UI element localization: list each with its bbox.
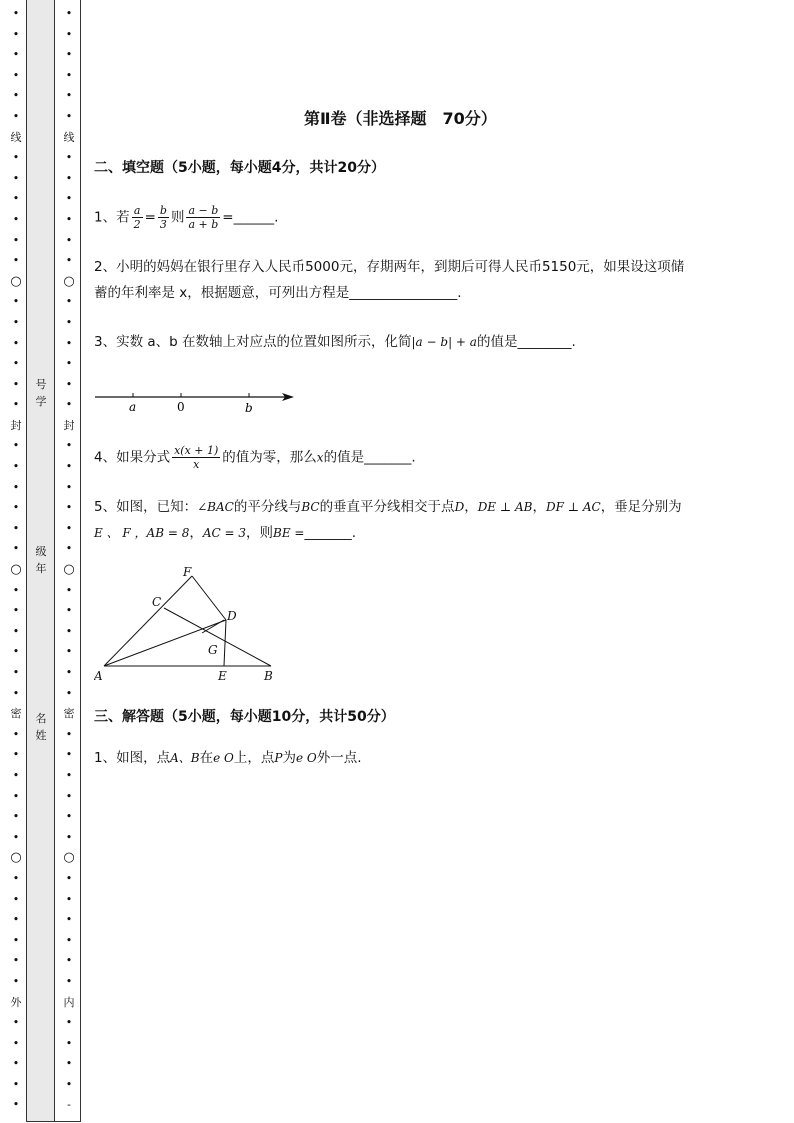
seal-mark: 外 <box>10 995 22 1009</box>
gutter-bottom-rule <box>26 1121 81 1122</box>
seal-mark: • <box>65 212 73 226</box>
period: . <box>457 285 462 301</box>
q-text: ，则 <box>246 525 274 541</box>
q-text: 在 <box>199 750 214 766</box>
q-text: ，垂足分别为 <box>600 499 682 515</box>
numerator: a <box>132 204 143 218</box>
q-text: 5、如图，已知： <box>94 499 198 515</box>
seal-mark: • <box>65 830 73 844</box>
grade-field <box>33 543 49 577</box>
margin-rule <box>80 0 81 1122</box>
q-text: 上，点 <box>233 750 275 766</box>
seal-mark: • <box>65 48 73 62</box>
fraction <box>158 204 169 231</box>
section-heading-solution: 三、解答题（5小题，每小题10分，共计50分） <box>94 709 395 725</box>
math-circle: e O <box>295 751 317 765</box>
q-text: 2、小明的妈妈在银行里存入人民币5000元，存期两年，到期后可得人民币5150元，如果设这项储 <box>94 259 685 275</box>
triangle-figure <box>94 562 284 688</box>
denominator: x <box>193 458 200 471</box>
seal-mark: • <box>65 7 73 20</box>
seal-mark: • <box>12 151 20 165</box>
seal-mark: • <box>65 645 73 659</box>
seal-mark: • <box>65 315 73 329</box>
field-char: 姓 <box>35 729 47 742</box>
math-points: E 、 F ， <box>94 526 147 540</box>
label-0: 0 <box>177 400 185 414</box>
seal-mark: • <box>12 377 20 391</box>
student-number-field <box>33 376 49 410</box>
seal-mark: 密 <box>10 707 22 721</box>
denominator: 2 <box>133 218 141 231</box>
answer-blank[interactable]: _______ <box>364 449 412 466</box>
seal-mark: 密 <box>63 707 75 721</box>
segment-DE <box>224 620 226 666</box>
seal-mark: • <box>12 604 20 618</box>
q-text: 1、若 <box>94 209 130 226</box>
seal-mark: 线 <box>10 130 22 144</box>
seal-mark: • <box>12 789 20 803</box>
seal-mark: • <box>12 357 20 371</box>
answer-blank[interactable]: ________ <box>517 334 572 350</box>
numerator: x(x + 1) <box>174 444 219 457</box>
seal-mark: • <box>65 89 73 103</box>
seal-mark: - <box>67 1098 71 1112</box>
seal-mark: • <box>12 501 20 515</box>
q-text: 蓄的年利率是 x，根据题意，可列出方程是 <box>94 285 350 301</box>
q-text: 4、如果分式 <box>94 449 171 466</box>
comma: ， <box>532 499 546 515</box>
seal-mark: • <box>12 109 20 123</box>
seal-mark: • <box>65 954 73 968</box>
seal-mark: • <box>12 192 20 206</box>
seal-mark: • <box>65 1057 73 1071</box>
comma: ， <box>189 525 203 541</box>
seal-mark: • <box>12 892 20 906</box>
seal-mark: • <box>12 933 20 947</box>
point-A-label: A <box>94 669 103 683</box>
label-b: b <box>245 401 253 415</box>
seal-mark: • <box>65 233 73 247</box>
math-points: A、B <box>170 751 200 765</box>
seal-mark: • <box>65 974 73 988</box>
seal-mark: • <box>65 542 73 556</box>
equals: = <box>222 209 234 226</box>
point-D-label: D <box>227 609 237 623</box>
seal-mark: 封 <box>10 418 22 432</box>
question-2-4 <box>94 444 416 471</box>
seal-mark: • <box>12 171 20 185</box>
seal-mark: • <box>12 233 20 247</box>
seal-mark: • <box>65 624 73 638</box>
seal-mark: • <box>12 460 20 474</box>
math-target: BE = <box>273 526 305 540</box>
seal-mark: 封 <box>63 418 75 432</box>
seal-mark: • <box>65 871 73 885</box>
math-given: AB = 8 <box>146 526 190 540</box>
seal-mark: • <box>65 810 73 824</box>
seal-mark: • <box>65 27 73 41</box>
question-2-2 <box>94 254 684 306</box>
seal-mark: • <box>12 336 20 350</box>
answer-blank[interactable]: ______ <box>233 209 275 226</box>
seal-mark: • <box>12 1036 20 1050</box>
seal-mark: • <box>65 521 73 535</box>
seal-mark: • <box>12 727 20 741</box>
q-text: 的值是 <box>323 449 365 466</box>
q-text: 则 <box>170 209 185 226</box>
seal-mark: • <box>65 254 73 268</box>
seal-mark: • <box>65 1077 73 1091</box>
field-char: 级 <box>35 545 47 558</box>
seal-mark: • <box>12 686 20 700</box>
seal-mark: ○ <box>63 850 75 866</box>
seal-mark: • <box>12 871 20 885</box>
fraction <box>186 204 220 231</box>
seal-mark: • <box>12 315 20 329</box>
seal-mark: • <box>65 439 73 453</box>
math-expression: |a − b| + a <box>411 335 477 349</box>
seal-mark: 线 <box>63 130 75 144</box>
seal-mark: • <box>12 1077 20 1091</box>
seal-mark: ○ <box>10 562 22 578</box>
fraction <box>132 204 143 231</box>
seal-mark: • <box>65 1016 73 1030</box>
seal-mark: • <box>12 666 20 679</box>
math-point: P <box>274 751 283 765</box>
answer-blank[interactable]: ________________ <box>349 285 458 301</box>
seal-mark: ○ <box>63 273 75 289</box>
seal-mark: • <box>65 604 73 618</box>
seal-mark: • <box>65 460 73 474</box>
seal-mark: • <box>65 748 73 762</box>
seal-mark: • <box>65 480 73 494</box>
seal-mark: • <box>65 109 73 123</box>
math-circle: e O <box>213 751 234 765</box>
q-text: 的值为零，那么 <box>222 449 317 466</box>
variable: x <box>316 450 324 465</box>
left-seal-strip <box>9 4 23 1116</box>
seal-mark: • <box>12 542 20 556</box>
seal-mark: • <box>65 192 73 206</box>
seal-mark: • <box>12 27 20 41</box>
point-F-label: F <box>183 565 192 579</box>
seal-mark: • <box>12 830 20 844</box>
seal-mark: • <box>65 357 73 371</box>
seal-mark: • <box>12 583 20 597</box>
q-text: 的平分线与 <box>233 499 302 515</box>
seal-mark: • <box>65 913 73 927</box>
seal-mark: • <box>12 954 20 968</box>
denominator: a + b <box>188 218 219 231</box>
math-relation: DE ⊥ AB <box>477 500 533 514</box>
field-char: 名 <box>35 712 47 725</box>
seal-mark: • <box>12 254 20 268</box>
seal-mark: • <box>12 913 20 927</box>
numerator: a − b <box>188 204 219 217</box>
seal-mark: • <box>12 7 20 20</box>
seal-mark: • <box>65 336 73 350</box>
period: . <box>351 525 357 541</box>
right-seal-strip <box>62 4 76 1116</box>
seal-mark: • <box>65 1036 73 1050</box>
point-G-label: G <box>208 643 218 657</box>
seal-mark: • <box>65 501 73 515</box>
seal-mark: • <box>12 974 20 988</box>
segment-AF <box>104 576 192 666</box>
q-text: 的值是 <box>476 334 518 350</box>
point-C-label: C <box>152 595 162 609</box>
page-title: 第Ⅱ卷（非选择题 70分） <box>304 109 497 128</box>
name-field <box>33 710 49 744</box>
field-char: 号 <box>35 378 47 391</box>
question-2-3 <box>94 329 576 355</box>
field-char: 学 <box>35 395 47 408</box>
seal-mark: • <box>65 68 73 82</box>
seal-mark: ○ <box>10 273 22 289</box>
question-2-5 <box>94 494 682 546</box>
seal-mark: • <box>65 583 73 597</box>
seal-mark: • <box>12 810 20 824</box>
seal-mark: • <box>65 789 73 803</box>
number-line-figure <box>94 385 304 419</box>
q-text: 1、如图，点 <box>94 750 171 766</box>
math-angle: ∠BAC <box>197 500 234 514</box>
period: . <box>274 209 279 226</box>
seal-mark: • <box>12 1016 20 1030</box>
segment-GD <box>202 620 224 633</box>
seal-mark: • <box>65 686 73 700</box>
point-B-label: B <box>264 669 273 683</box>
seal-mark: • <box>65 398 73 412</box>
period: . <box>411 449 416 466</box>
seal-mark: ○ <box>63 562 75 578</box>
seal-mark: • <box>12 398 20 412</box>
math-relation: DF ⊥ AC <box>545 500 601 514</box>
period: . <box>571 334 576 350</box>
seal-mark: ○ <box>10 850 22 866</box>
seal-mark: • <box>12 645 20 659</box>
seal-mark: • <box>12 624 20 638</box>
seal-mark: • <box>65 933 73 947</box>
equals: = <box>144 209 156 226</box>
seal-mark: • <box>12 1098 20 1112</box>
answer-blank[interactable]: _______ <box>304 525 352 541</box>
fraction <box>172 444 220 471</box>
seal-mark: • <box>65 151 73 165</box>
section-heading-fill-blank: 二、填空题（5小题，每小题4分，共计20分） <box>94 160 385 176</box>
math-given: AC = 3 <box>202 526 247 540</box>
seal-mark: • <box>12 480 20 494</box>
seal-mark: • <box>12 68 20 82</box>
seal-mark: • <box>65 892 73 906</box>
seal-mark: 内 <box>63 995 75 1009</box>
segment-FD <box>192 576 226 620</box>
seal-mark: • <box>12 89 20 103</box>
seal-mark: • <box>12 48 20 62</box>
seal-mark: • <box>12 295 20 309</box>
seal-mark: • <box>12 1057 20 1071</box>
seal-mark: • <box>12 768 20 782</box>
question-2-1 <box>94 204 278 231</box>
q-text: 外一点. <box>316 750 362 766</box>
seal-mark: • <box>65 727 73 741</box>
denominator: 3 <box>159 218 167 231</box>
comma: ， <box>464 499 478 515</box>
seal-mark: • <box>65 377 73 391</box>
point-E-label: E <box>218 669 227 683</box>
seal-mark: • <box>12 748 20 762</box>
math-point: D <box>454 500 465 514</box>
seal-mark: • <box>12 439 20 453</box>
q-text: 为 <box>282 750 296 766</box>
q-text: 3、实数 a、b 在数轴上对应点的位置如图所示，化简 <box>94 334 412 350</box>
q-text: 的垂直平分线相交于点 <box>319 499 455 515</box>
question-3-1 <box>94 745 362 771</box>
seal-mark: • <box>12 212 20 226</box>
label-a: a <box>129 400 137 414</box>
field-char: 年 <box>35 562 47 575</box>
seal-mark: • <box>65 295 73 309</box>
seal-mark: • <box>65 171 73 185</box>
seal-mark: • <box>65 666 73 679</box>
math-segment: BC <box>301 500 320 514</box>
seal-mark: • <box>65 768 73 782</box>
numerator: b <box>159 204 167 217</box>
seal-mark: • <box>12 521 20 535</box>
